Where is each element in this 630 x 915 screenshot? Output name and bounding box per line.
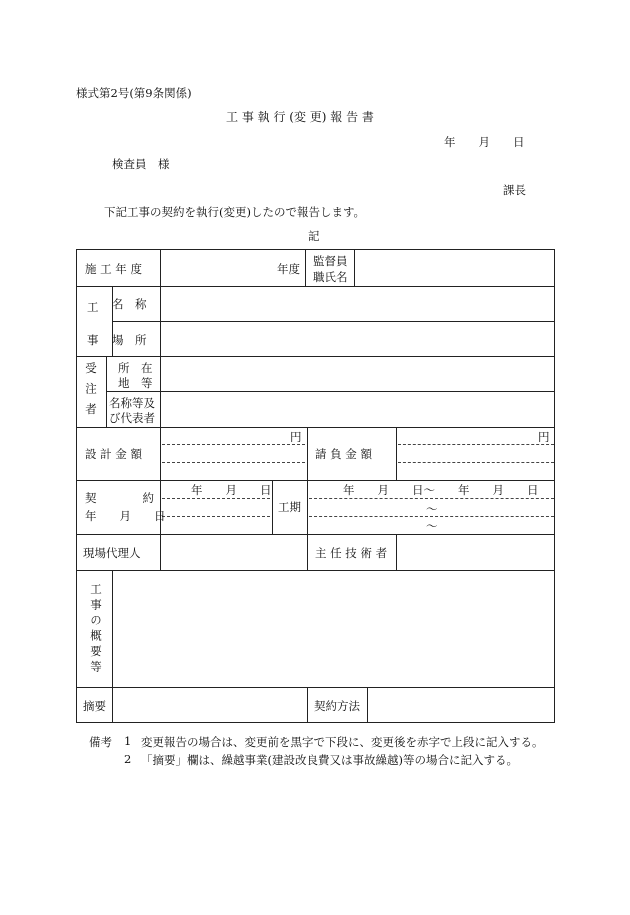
design-yen: 円 bbox=[290, 430, 302, 444]
koji-char-1: 工 bbox=[87, 300, 99, 314]
representative-label-2: び代表者 bbox=[109, 411, 155, 425]
chief-engineer-field[interactable] bbox=[397, 535, 553, 570]
supervisor-label-1: 監督員 bbox=[313, 254, 348, 268]
contract-method-field[interactable] bbox=[368, 688, 553, 722]
construction-name-field[interactable] bbox=[161, 287, 553, 321]
construction-period-field[interactable] bbox=[308, 481, 553, 534]
report-date: 年 月 日 bbox=[444, 135, 525, 149]
fiscal-year-label: 施 工 年 度 bbox=[85, 262, 142, 276]
intro-text: 下記工事の契約を執行(変更)したので報告します。 bbox=[104, 205, 366, 219]
contractor-representative-field[interactable] bbox=[161, 392, 553, 427]
notes-label: 備考 bbox=[89, 735, 112, 749]
remarks-field[interactable] bbox=[113, 688, 306, 722]
contractor-label: 受注者 bbox=[84, 362, 98, 424]
contract-date-ymd: 年 月 日 bbox=[191, 483, 272, 497]
fiscal-year-suffix: 年度 bbox=[277, 262, 300, 276]
contract-amount-label: 請 負 金 額 bbox=[315, 447, 372, 461]
location-label-2: 地 等 bbox=[118, 376, 153, 390]
ki-label: 記 bbox=[308, 229, 320, 243]
period-label: 工期 bbox=[278, 500, 301, 514]
site-agent-label: 現場代理人 bbox=[83, 546, 141, 560]
summary-label: 工事の概要等 bbox=[89, 583, 103, 676]
supervisor-label-2: 職氏名 bbox=[313, 270, 348, 284]
chief-engineer-label: 主 任 技 術 者 bbox=[315, 546, 388, 560]
contract-date-label-2: 年 月 日 bbox=[85, 509, 166, 523]
location-label-1: 所 在 bbox=[118, 361, 153, 375]
contract-amount-field[interactable] bbox=[397, 428, 553, 480]
report-table bbox=[76, 249, 555, 723]
period-row-1: 年 月 日〜 年 月 日 bbox=[343, 483, 539, 497]
period-tilde-2: 〜 bbox=[426, 502, 438, 516]
place-label: 場 所 bbox=[112, 333, 147, 347]
contractor-location-field[interactable] bbox=[161, 357, 553, 391]
period-tilde-3: 〜 bbox=[426, 519, 438, 533]
note-2-text: 「摘要」欄は、繰越事業(建設改良費又は事故繰越)等の場合に記入する。 bbox=[141, 753, 518, 767]
summary-field[interactable] bbox=[113, 571, 553, 687]
form-number: 様式第2号(第9条関係) bbox=[76, 86, 192, 100]
koji-char-2: 事 bbox=[87, 333, 99, 347]
contract-date-label-1: 契 約 bbox=[85, 491, 154, 505]
construction-place-field[interactable] bbox=[161, 322, 553, 356]
design-amount-field[interactable] bbox=[161, 428, 306, 480]
note-1-text: 変更報告の場合は、変更前を黒字で下段に、変更後を赤字で上段に記入する。 bbox=[141, 735, 544, 749]
note-1-number: 1 bbox=[124, 734, 132, 748]
design-amount-label: 設 計 金 額 bbox=[85, 447, 142, 461]
representative-label-1: 名称等及 bbox=[109, 396, 155, 410]
site-agent-field[interactable] bbox=[161, 535, 306, 570]
sender-title: 課長 bbox=[503, 183, 526, 197]
note-2-number: 2 bbox=[124, 752, 132, 766]
fiscal-year-field[interactable] bbox=[161, 251, 273, 285]
addressee: 検査員 様 bbox=[112, 157, 170, 171]
supervisor-field[interactable] bbox=[355, 251, 553, 285]
contract-date-field[interactable] bbox=[161, 481, 271, 534]
contract-method-label: 契約方法 bbox=[314, 699, 360, 713]
page-title: 工 事 執 行 (変 更) 報 告 書 bbox=[226, 110, 374, 124]
remarks-label: 摘要 bbox=[83, 699, 106, 713]
contract-yen: 円 bbox=[538, 430, 550, 444]
name-label: 名 称 bbox=[112, 297, 147, 311]
